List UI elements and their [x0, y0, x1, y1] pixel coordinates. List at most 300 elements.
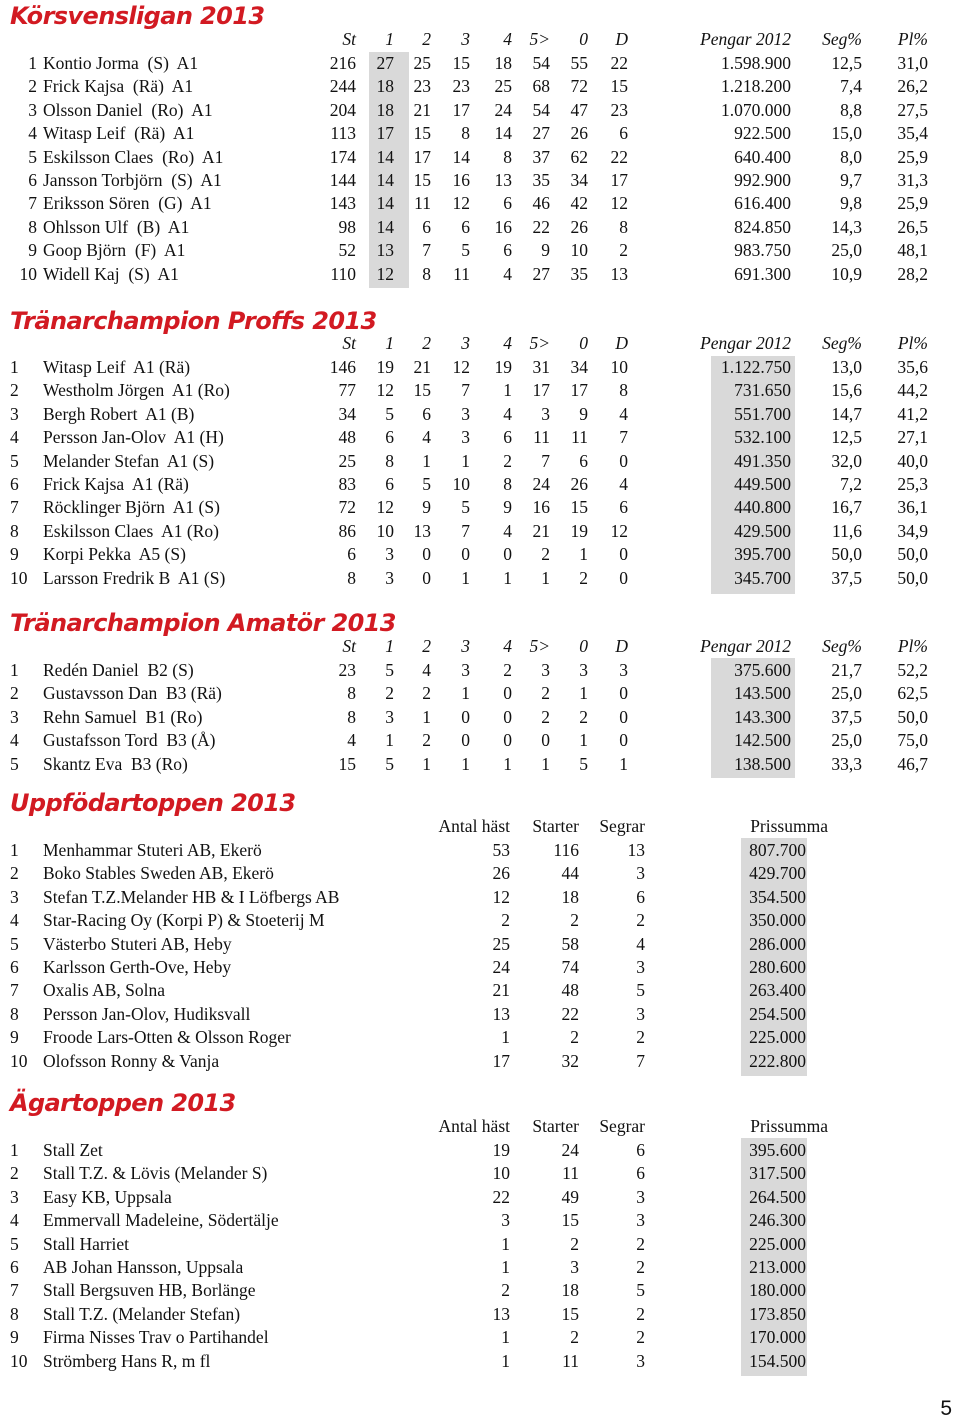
cell-third: 23 — [452, 76, 470, 97]
cell-prissumma: 350.000 — [749, 910, 806, 931]
table-row — [0, 862, 960, 885]
entry-name: Firma Nisses Trav o Partihandel — [43, 1327, 269, 1348]
cell-place-pct: 31,3 — [897, 170, 928, 190]
table-row — [0, 1209, 960, 1232]
entry-name: Eskilsson Claes (Ro) A1 — [43, 146, 224, 167]
agare-header-row — [0, 1115, 960, 1138]
table-row — [0, 379, 960, 402]
cell-segrar: 2 — [636, 1027, 645, 1048]
cell-win-pct: 9,7 — [840, 170, 862, 190]
entry-name: Melander Stefan A1 (S) — [43, 450, 215, 471]
entry-name: Stefan T.Z.Melander HB & I Löfbergs AB — [43, 886, 340, 907]
cell-fifth-plus: 54 — [532, 53, 550, 73]
cell-third: 17 — [452, 99, 470, 120]
cell-segrar: 2 — [636, 1233, 645, 1254]
cell-money: 142.500 — [734, 730, 791, 751]
table-row — [0, 52, 960, 75]
cell-fourth: 14 — [494, 123, 512, 144]
table-row — [0, 403, 960, 426]
cell-fifth-plus: 46 — [532, 193, 550, 214]
cell-place-pct: 75,0 — [897, 730, 928, 751]
cell-second: 21 — [413, 357, 431, 377]
cell-zero: 35 — [570, 263, 588, 284]
table-row — [0, 1186, 960, 1209]
cell-antal-hast: 25 — [492, 933, 510, 954]
header-zero: 0 — [579, 333, 588, 353]
table-row — [0, 1139, 960, 1162]
cell-starts: 23 — [338, 660, 356, 680]
cell-segrar: 3 — [636, 1186, 645, 1207]
table-row — [0, 75, 960, 98]
rank-number: 6 — [10, 1257, 19, 1277]
header-disq: D — [615, 636, 628, 656]
header-disq: D — [615, 29, 628, 49]
rank-number: 2 — [10, 683, 19, 704]
rank-number: 6 — [28, 170, 37, 190]
cell-starts: 77 — [338, 380, 356, 401]
entry-name: Oxalis AB, Solna — [43, 980, 166, 1001]
cell-zero: 1 — [579, 544, 588, 565]
cell-fifth-plus: 2 — [541, 683, 550, 704]
cell-prissumma: 286.000 — [749, 933, 806, 954]
cell-starts: 8 — [347, 706, 356, 727]
cell-segrar: 2 — [636, 1303, 645, 1324]
cell-disq: 23 — [610, 99, 628, 120]
table-row — [0, 473, 960, 496]
cell-segrar: 2 — [636, 910, 645, 931]
cell-win-pct: 9,8 — [840, 193, 862, 214]
entry-name: Goop Björn (F) A1 — [43, 240, 186, 261]
entry-name: Karlsson Gerth-Ove, Heby — [43, 957, 232, 977]
cell-segrar: 7 — [636, 1050, 645, 1071]
rank-number: 1 — [10, 357, 19, 377]
amator-header-row — [0, 635, 960, 658]
cell-disq: 17 — [610, 170, 628, 190]
entry-name: Västerbo Stuteri AB, Heby — [43, 933, 232, 954]
cell-fourth: 1 — [503, 753, 512, 774]
cell-money: 616.400 — [734, 193, 791, 214]
cell-second: 0 — [422, 544, 431, 565]
table-row — [0, 1233, 960, 1256]
entry-name: Stall Zet — [43, 1140, 103, 1160]
cell-disq: 22 — [610, 146, 628, 167]
cell-money: 429.500 — [734, 520, 791, 541]
cell-third: 7 — [461, 520, 470, 541]
table-row — [0, 839, 960, 862]
cell-antal-hast: 3 — [501, 1210, 510, 1231]
cell-money: 491.350 — [734, 450, 791, 471]
cell-fourth: 8 — [503, 474, 512, 494]
header-fourth: 4 — [503, 636, 512, 656]
cell-disq: 8 — [619, 216, 628, 237]
cell-win-pct: 33,3 — [831, 753, 862, 774]
korsvensligan-title: Körsvensligan 2013 — [10, 2, 265, 30]
cell-first: 14 — [376, 216, 394, 237]
cell-zero: 19 — [570, 520, 588, 541]
rank-number: 8 — [10, 520, 19, 541]
cell-zero: 5 — [579, 753, 588, 774]
cell-second: 2 — [422, 730, 431, 751]
rank-number: 7 — [28, 193, 37, 214]
cell-place-pct: 27,5 — [897, 99, 928, 120]
rank-number: 1 — [10, 1140, 19, 1160]
cell-fourth: 4 — [503, 263, 512, 284]
cell-first: 12 — [376, 380, 394, 401]
table-row — [0, 426, 960, 449]
cell-zero: 1 — [579, 730, 588, 751]
cell-zero: 6 — [579, 450, 588, 471]
cell-segrar: 3 — [636, 863, 645, 884]
cell-money: 824.850 — [734, 216, 791, 237]
cell-starts: 98 — [338, 216, 356, 237]
cell-prissumma: 280.600 — [749, 957, 806, 977]
cell-first: 19 — [376, 357, 394, 377]
header-money: Pengar 2012 — [700, 636, 791, 656]
rank-number: 1 — [28, 53, 37, 73]
cell-fifth-plus: 68 — [532, 76, 550, 97]
header-second: 2 — [422, 636, 431, 656]
cell-disq: 2 — [619, 240, 628, 261]
header-prissumma: Prissumma — [750, 816, 828, 836]
cell-antal-hast: 12 — [492, 886, 510, 907]
cell-starts: 113 — [330, 123, 356, 144]
cell-zero: 1 — [579, 683, 588, 704]
entry-name: Frick Kajsa A1 (Rä) — [43, 474, 189, 494]
cell-zero: 2 — [579, 706, 588, 727]
cell-fourth: 0 — [503, 544, 512, 565]
cell-win-pct: 50,0 — [831, 544, 862, 565]
cell-money: 731.650 — [734, 380, 791, 401]
cell-antal-hast: 2 — [501, 910, 510, 931]
cell-zero: 9 — [579, 403, 588, 424]
table-row — [0, 146, 960, 169]
cell-third: 16 — [452, 170, 470, 190]
rank-number: 10 — [19, 263, 37, 284]
cell-third: 5 — [461, 240, 470, 261]
header-segrar: Segrar — [599, 1116, 645, 1136]
rank-number: 4 — [10, 427, 19, 448]
cell-second: 6 — [422, 216, 431, 237]
entry-name: AB Johan Hansson, Uppsala — [43, 1257, 244, 1277]
cell-fourth: 1 — [503, 567, 512, 588]
cell-third: 1 — [461, 753, 470, 774]
cell-win-pct: 16,7 — [831, 497, 862, 518]
table-row — [0, 659, 960, 682]
table-row — [0, 216, 960, 239]
cell-win-pct: 37,5 — [831, 567, 862, 588]
header-second: 2 — [422, 333, 431, 353]
table-row — [0, 1303, 960, 1326]
entry-name: Stall T.Z. (Melander Stefan) — [43, 1303, 241, 1324]
cell-antal-hast: 13 — [492, 1303, 510, 1324]
cell-third: 7 — [461, 380, 470, 401]
rank-number: 9 — [10, 1027, 19, 1048]
cell-place-pct: 40,0 — [897, 450, 928, 471]
cell-win-pct: 32,0 — [831, 450, 862, 471]
rank-number: 5 — [10, 933, 19, 954]
cell-place-pct: 34,9 — [897, 520, 928, 541]
cell-first: 14 — [376, 170, 394, 190]
cell-win-pct: 8,0 — [840, 146, 862, 167]
header-place-pct: Pl% — [897, 29, 928, 49]
header-starter: Starter — [532, 816, 579, 836]
entry-name: Korpi Pekka A5 (S) — [43, 544, 186, 565]
cell-first: 5 — [385, 660, 394, 680]
entry-name: Stall T.Z. & Lövis (Melander S) — [43, 1163, 268, 1184]
cell-disq: 0 — [619, 544, 628, 565]
cell-antal-hast: 1 — [501, 1233, 510, 1254]
cell-prissumma: 225.000 — [749, 1233, 806, 1254]
cell-starter: 2 — [570, 910, 579, 931]
cell-money: 143.500 — [734, 683, 791, 704]
cell-first: 3 — [385, 567, 394, 588]
table-row — [0, 682, 960, 705]
cell-fourth: 18 — [494, 53, 512, 73]
table-row — [0, 496, 960, 519]
cell-second: 8 — [422, 263, 431, 284]
cell-place-pct: 50,0 — [897, 544, 928, 565]
cell-second: 2 — [422, 683, 431, 704]
table-row — [0, 886, 960, 909]
rank-number: 7 — [10, 1280, 19, 1301]
cell-second: 7 — [422, 240, 431, 261]
table-row — [0, 1162, 960, 1185]
cell-place-pct: 35,6 — [897, 357, 928, 377]
entry-name: Boko Stables Sweden AB, Ekerö — [43, 863, 274, 884]
header-zero: 0 — [579, 29, 588, 49]
cell-starts: 6 — [347, 544, 356, 565]
table-row — [0, 729, 960, 752]
cell-win-pct: 37,5 — [831, 706, 862, 727]
header-third: 3 — [461, 29, 470, 49]
cell-fourth: 9 — [503, 497, 512, 518]
cell-fifth-plus: 0 — [541, 730, 550, 751]
cell-money: 983.750 — [734, 240, 791, 261]
cell-money: 395.700 — [734, 544, 791, 565]
table-row — [0, 706, 960, 729]
table-row — [0, 543, 960, 566]
cell-zero: 26 — [570, 216, 588, 237]
cell-disq: 4 — [619, 474, 628, 494]
entry-name: Redén Daniel B2 (S) — [43, 660, 194, 680]
cell-disq: 10 — [610, 357, 628, 377]
entry-name: Eriksson Sören (G) A1 — [43, 193, 212, 214]
cell-zero: 34 — [570, 170, 588, 190]
cell-segrar: 3 — [636, 1350, 645, 1371]
entry-name: Easy KB, Uppsala — [43, 1186, 172, 1207]
rank-number: 10 — [10, 567, 28, 588]
header-starts: St — [342, 636, 356, 656]
entry-name: Stall Bergsuven HB, Borlänge — [43, 1280, 256, 1301]
cell-prissumma: 213.000 — [749, 1257, 806, 1277]
cell-starts: 8 — [347, 567, 356, 588]
cell-money: 1.218.200 — [721, 76, 791, 97]
cell-prissumma: 395.600 — [749, 1140, 806, 1160]
cell-third: 3 — [461, 427, 470, 448]
cell-fifth-plus: 16 — [532, 497, 550, 518]
entry-name: Larsson Fredrik B A1 (S) — [43, 567, 226, 588]
cell-fifth-plus: 3 — [541, 660, 550, 680]
cell-money: 449.500 — [734, 474, 791, 494]
rank-number: 8 — [28, 216, 37, 237]
cell-win-pct: 25,0 — [831, 683, 862, 704]
cell-segrar: 5 — [636, 980, 645, 1001]
rank-number: 3 — [10, 706, 19, 727]
cell-money: 1.070.000 — [721, 99, 791, 120]
cell-starter: 116 — [553, 840, 579, 860]
cell-starts: 174 — [329, 146, 356, 167]
cell-second: 4 — [422, 427, 431, 448]
cell-third: 0 — [461, 706, 470, 727]
cell-win-pct: 7,2 — [840, 474, 862, 494]
cell-prissumma: 429.700 — [749, 863, 806, 884]
cell-segrar: 3 — [636, 957, 645, 977]
entry-name: Westholm Jörgen A1 (Ro) — [43, 380, 230, 401]
rank-number: 7 — [10, 980, 19, 1001]
entry-name: Ohlsson Ulf (B) A1 — [43, 216, 190, 237]
rank-number: 3 — [10, 403, 19, 424]
cell-place-pct: 48,1 — [897, 240, 928, 261]
entry-name: Olsson Daniel (Ro) A1 — [43, 99, 213, 120]
entry-name: Skantz Eva B3 (Ro) — [43, 753, 188, 774]
cell-place-pct: 62,5 — [897, 683, 928, 704]
cell-prissumma: 180.000 — [749, 1280, 806, 1301]
table-row — [0, 450, 960, 473]
cell-starts: 86 — [338, 520, 356, 541]
cell-third: 12 — [452, 357, 470, 377]
entry-name: Eskilsson Claes A1 (Ro) — [43, 520, 219, 541]
cell-fourth: 0 — [503, 706, 512, 727]
cell-first: 18 — [376, 76, 394, 97]
cell-fourth: 6 — [503, 240, 512, 261]
cell-fourth: 16 — [494, 216, 512, 237]
rank-number: 4 — [28, 123, 37, 144]
header-win-pct: Seg% — [822, 333, 862, 353]
rank-number: 9 — [28, 240, 37, 261]
cell-prissumma: 225.000 — [749, 1027, 806, 1048]
cell-segrar: 2 — [636, 1257, 645, 1277]
amator-title: Tränarchampion Amatör 2013 — [10, 609, 396, 637]
entry-name: Jansson Torbjörn (S) A1 — [43, 170, 222, 190]
table-row — [0, 1279, 960, 1302]
entry-name: Röcklinger Björn A1 (S) — [43, 497, 220, 518]
cell-first: 3 — [385, 544, 394, 565]
cell-zero: 26 — [570, 474, 588, 494]
cell-starts: 110 — [330, 263, 356, 284]
cell-first: 14 — [376, 193, 394, 214]
cell-fourth: 6 — [503, 193, 512, 214]
cell-win-pct: 13,0 — [831, 357, 862, 377]
table-row — [0, 567, 960, 590]
cell-starter: 11 — [562, 1163, 579, 1184]
uppfodare-title: Uppfödartoppen 2013 — [10, 789, 296, 817]
cell-first: 18 — [376, 99, 394, 120]
cell-fourth: 2 — [503, 450, 512, 471]
cell-zero: 47 — [570, 99, 588, 120]
cell-third: 10 — [452, 474, 470, 494]
cell-money: 1.598.900 — [721, 53, 791, 73]
cell-segrar: 6 — [636, 1163, 645, 1184]
cell-fourth: 8 — [503, 146, 512, 167]
cell-disq: 6 — [619, 497, 628, 518]
table-row — [0, 239, 960, 262]
cell-win-pct: 12,5 — [831, 53, 862, 73]
header-fifth-plus: 5> — [529, 636, 550, 656]
header-starter: Starter — [532, 1116, 579, 1136]
cell-antal-hast: 21 — [492, 980, 510, 1001]
cell-fourth: 13 — [494, 170, 512, 190]
rank-number: 1 — [10, 840, 19, 860]
cell-second: 11 — [414, 193, 431, 214]
cell-prissumma: 173.850 — [749, 1303, 806, 1324]
cell-first: 1 — [385, 730, 394, 751]
cell-win-pct: 10,9 — [831, 263, 862, 284]
cell-prissumma: 170.000 — [749, 1327, 806, 1348]
cell-first: 5 — [385, 753, 394, 774]
proffs-header-row — [0, 332, 960, 355]
table-row — [0, 99, 960, 122]
cell-second: 6 — [422, 403, 431, 424]
rank-number: 6 — [10, 474, 19, 494]
cell-fifth-plus: 3 — [541, 403, 550, 424]
cell-first: 12 — [376, 497, 394, 518]
cell-disq: 3 — [619, 660, 628, 680]
cell-win-pct: 11,6 — [832, 520, 862, 541]
rank-number: 4 — [10, 1210, 19, 1231]
cell-prissumma: 246.300 — [749, 1210, 806, 1231]
cell-fifth-plus: 31 — [532, 357, 550, 377]
cell-fourth: 2 — [503, 660, 512, 680]
cell-third: 0 — [461, 544, 470, 565]
rank-number: 9 — [10, 544, 19, 565]
cell-fifth-plus: 17 — [532, 380, 550, 401]
table-row — [0, 1003, 960, 1026]
cell-starter: 48 — [561, 980, 579, 1001]
cell-third: 5 — [461, 497, 470, 518]
cell-zero: 42 — [570, 193, 588, 214]
cell-starter: 18 — [561, 1280, 579, 1301]
header-zero: 0 — [579, 636, 588, 656]
cell-first: 5 — [385, 403, 394, 424]
header-fifth-plus: 5> — [529, 29, 550, 49]
page-number: 5 — [940, 1397, 952, 1420]
header-first: 1 — [385, 636, 394, 656]
cell-third: 1 — [461, 567, 470, 588]
cell-second: 23 — [413, 76, 431, 97]
cell-win-pct: 12,5 — [831, 427, 862, 448]
table-row — [0, 520, 960, 543]
table-row — [0, 192, 960, 215]
cell-antal-hast: 2 — [501, 1280, 510, 1301]
header-win-pct: Seg% — [822, 29, 862, 49]
cell-zero: 34 — [570, 357, 588, 377]
cell-place-pct: 50,0 — [897, 567, 928, 588]
cell-disq: 13 — [610, 263, 628, 284]
cell-antal-hast: 1 — [501, 1327, 510, 1348]
header-second: 2 — [422, 29, 431, 49]
header-fifth-plus: 5> — [529, 333, 550, 353]
cell-disq: 7 — [619, 427, 628, 448]
cell-starts: 143 — [329, 193, 356, 214]
cell-zero: 72 — [570, 76, 588, 97]
rank-number: 3 — [10, 886, 19, 907]
cell-first: 14 — [376, 146, 394, 167]
header-antal-hast: Antal häst — [438, 816, 510, 836]
cell-disq: 22 — [610, 53, 628, 73]
cell-fourth: 19 — [494, 357, 512, 377]
table-row — [0, 753, 960, 776]
header-place-pct: Pl% — [897, 333, 928, 353]
